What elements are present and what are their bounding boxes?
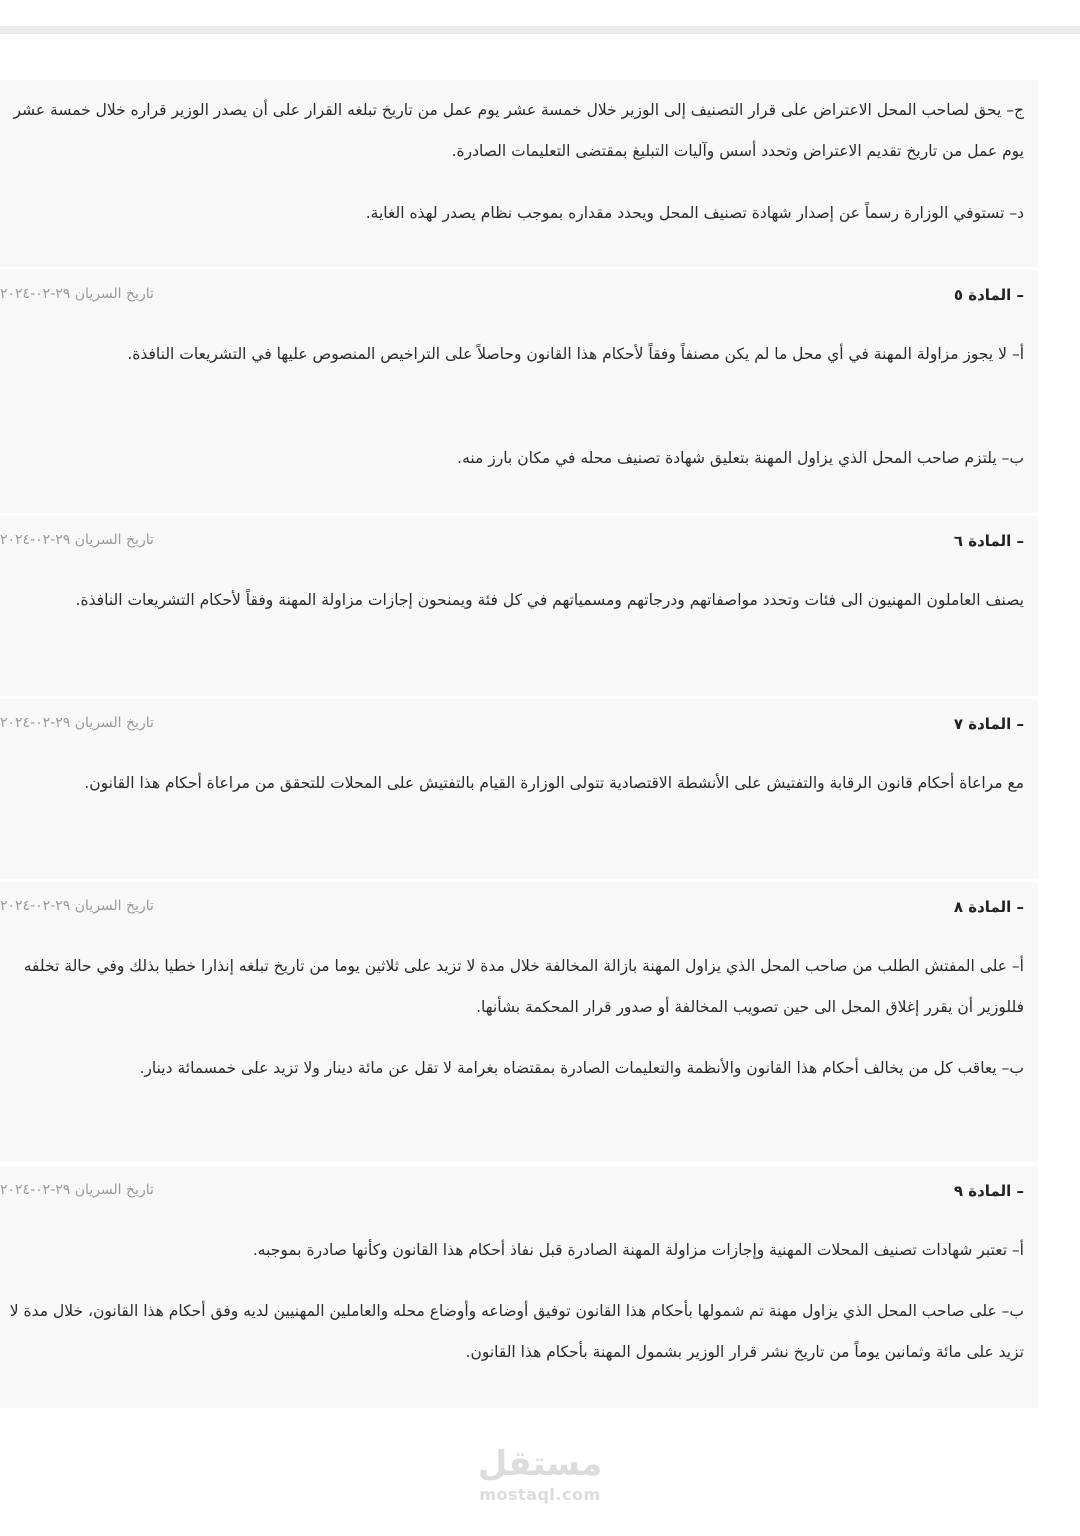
article-card [0,80,1038,267]
article-title: – المادة ٦ [953,532,1024,550]
article-paragraph: أ– لا يجوز مزاولة المهنة في أي محل ما لم يكن مصنفاً وفقاً لأحكام هذا القانون وحاصلاً على التراخيص المنصوص عليها في التشريعات النافذة. [127,345,1024,363]
article-title: – المادة ٨ [953,898,1024,916]
article-title: – المادة ٥ [953,286,1024,304]
article-card [0,516,1038,696]
watermark-url: mostaql.com [479,1485,601,1504]
article-paragraph: ب– يعاقب كل من يخالف أحكام هذا القانون والأنظمة والتعليمات الصادرة بمقتضاه بغرامة لا تقل عن مائة دينار ولا تزيد على خمسمائة دينار. [139,1059,1024,1077]
article-header [0,898,1038,920]
article-paragraph: أ– تعتبر شهادات تصنيف المحلات المهنية وإجازات مزاولة المهنة الصادرة قبل نفاذ أحكام هذا القانون وكأنها صادرة بموجبه. [252,1241,1024,1259]
article-paragraph: ب– يلتزم صاحب المحل الذي يزاول المهنة بتعليق شهادة تصنيف محله في مكان بارز منه. [457,449,1024,467]
article-card [0,1166,1038,1408]
article-paragraph: ج– يحق لصاحب المحل الاعتراض على قرار التصنيف إلى الوزير خلال خمسة عشر يوم عمل من تاريخ تبلغه القرار على أن يصدر الوزير قراره خلال خمسة عشر يوم عمل من تاريخ تقديم الاعتراض وتحدد أسس وآليات التبليغ بمقتضى التعليمات الصادرة. [13,101,1024,160]
article-title: – المادة ٧ [953,715,1024,733]
effective-date: تاريخ السريان ٢٩-٠٢-٢٠٢٤ [0,532,154,548]
article-card [0,270,1038,513]
article-paragraph: يصنف العاملون المهنيون الى فئات وتحدد مواصفاتهم ودرجاتهم ومسمياتهم في كل فئة ويمنحون إجازات مزاولة المهنة وفقاً لأحكام التشريعات النافذة. [75,591,1024,609]
article-paragraph: مع مراعاة أحكام قانون الرقابة والتفتيش على الأنشطة الاقتصادية تتولى الوزارة القيام بالتفتيش على المحلات للتحقق من مراعاة أحكام هذا القانون. [84,774,1024,792]
effective-date: تاريخ السريان ٢٩-٠٢-٢٠٢٤ [0,1182,154,1198]
effective-date: تاريخ السريان ٢٩-٠٢-٢٠٢٤ [0,286,154,302]
article-title: – المادة ٩ [953,1182,1024,1200]
article-paragraph: د– تستوفي الوزارة رسماً عن إصدار شهادة تصنيف المحل ويحدد مقداره بموجب نظام يصدر لهذه الغاية. [365,204,1024,222]
effective-date: تاريخ السريان ٢٩-٠٢-٢٠٢٤ [0,715,154,731]
watermark-logo: مستقل [477,1444,603,1484]
mostaql-watermark [0,1442,1080,1504]
article-header [0,286,1038,308]
article-paragraph: أ– على المفتش الطلب من صاحب المحل الذي يزاول المهنة بازالة المخالفة خلال مدة لا تزيد على ثلاثين يوما من تاريخ تبلغه إنذارا خطيا بذلك وفي حالة تخلفه فللوزير أن يقرر إغلاق المحل الى حين تصويب المخالفة أو صدور قرار المحكمة بشأنها. [23,957,1024,1016]
article-header [0,715,1038,737]
effective-date: تاريخ السريان ٢٩-٠٢-٢٠٢٤ [0,898,154,914]
article-paragraph: ب– على صاحب المحل الذي يزاول مهنة تم شمولها بأحكام هذا القانون توفيق أوضاعه وأوضاع محله والعاملين المهنيين لديه وفق أحكام هذا القانون، خلال مدة لا تزيد على مائة وثمانين يوماً من تاريخ نشر قرار الوزير بشمول المهنة بأحكام هذا القانون. [9,1302,1024,1361]
article-card [0,699,1038,879]
article-header [0,1182,1038,1204]
top-divider [0,26,1080,34]
article-card [0,882,1038,1162]
article-header [0,532,1038,554]
